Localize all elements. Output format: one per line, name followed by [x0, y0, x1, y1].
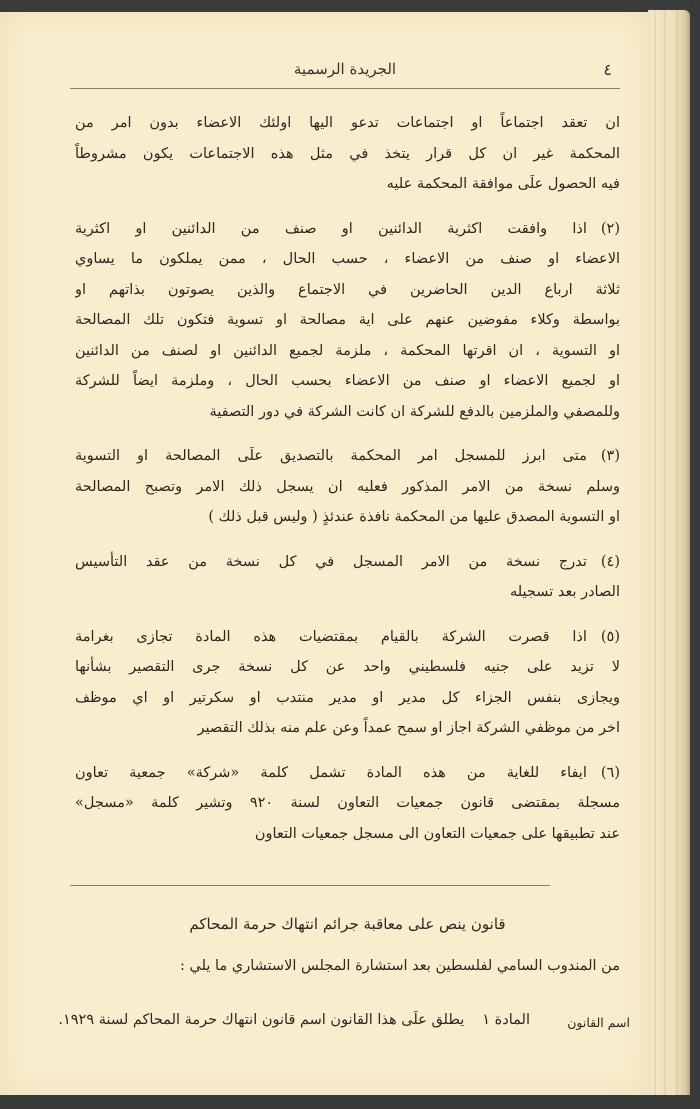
article-label: المادة ١: [482, 1012, 530, 1028]
article-1: [58, 1012, 630, 1036]
text-line: (٢)اذا وافقت اكثرية الدائنين او صنف من الدائنين او اكثرية: [75, 220, 620, 237]
subsection-number: (٦): [600, 764, 620, 781]
subsection-number: (٥): [600, 628, 620, 645]
text-line: ثلاثة ارباع الدين الحاضرين في الاجتماع والذين يصوتون بذاتهم او: [75, 281, 620, 298]
scan-background-top: [0, 0, 700, 12]
running-head: [70, 60, 620, 86]
text-line: ويجازى بنفس الجزاء كل مدير او مدير منتدب او سكرتير او اي موظف: [75, 689, 620, 706]
text-line: لا تزيد على جنيه فلسطيني واحد عن كل نسخة جرى التقصير بشأنها: [75, 659, 620, 675]
text-line: (٤)تدرج نسخة من الامر المسجل في كل نسخة من عقد التأسيس: [75, 553, 620, 570]
section-separator: [70, 885, 550, 886]
paragraph-3: [75, 441, 620, 533]
text-line: اخر من موظفي الشركة اجاز او سمح عمداً وعن علم منه بذلك التقصير: [197, 720, 620, 736]
subsection-number: (٢): [600, 220, 620, 237]
text-line: او لجميع الاعضاء او صنف من الاعضاء بحسب الحال ، وملزمة ايضاً للشركة: [75, 373, 620, 389]
text-line: عند تطبيقها على جمعيات التعاون الى مسجل جمعيات التعاون: [254, 825, 620, 842]
scan-background-right: [690, 0, 700, 1109]
subsection-number: (٣): [600, 448, 620, 464]
article-text: [58, 1012, 530, 1028]
page-number: ٤: [603, 60, 612, 79]
article-body: [75, 108, 620, 863]
law-title: قانون ينص على معاقبة جرائم انتهاك حرمة المحاكم: [189, 915, 506, 933]
text-line: المحكمة غير ان كل قرار يتخذ في مثل هذه الاجتماعات يكون مشروطاً: [75, 145, 620, 162]
subsection-number: (٤): [600, 553, 620, 570]
text-line: (٦)ايفاء للغاية من هذه المادة تشمل كلمة «شركة» جمعية تعاون: [75, 764, 620, 781]
text-line: فيه الحصول علَى موافقة المحكمة عليه: [386, 176, 620, 192]
article-body-text: يطلق علَى هذا القانون اسم قانون انتهاك حرمة المحاكم لسنة ١٩٢٩.: [58, 1012, 465, 1028]
text-line: (٥)اذا قصرت الشركة بالقيام بمقتضيات هذه المادة تجازى بغرامة: [75, 628, 620, 645]
text-line: ان تعقد اجتماعاً او اجتماعات تدعو اليها اولئك الاعضاء بدون امر من: [75, 115, 620, 131]
text-line: وسلم نسخة من الامر المذكور فعليه ان يسجل ذلك الامر وتصبح المصالحة: [75, 478, 620, 495]
gazette-title: الجريدة الرسمية: [293, 60, 397, 78]
margin-note: اسم القانون: [567, 1015, 630, 1030]
text-line: او التسوية ، ان اقرتها المحكمة ، ملزمة لجميع الدائنين او لصنف من الدائنين: [75, 342, 620, 359]
page-stack-edge: [648, 10, 690, 1096]
text-line: مسجلة بمقتضى قانون جمعيات التعاون لسنة ٩٢٠ وتشير كلمة «مسجل»: [75, 795, 620, 811]
paragraph-5: [75, 622, 620, 744]
text-line: وللمصفي والملزمين بالدفع للشركة ان كانت الشركة في دور التصفية: [209, 403, 620, 420]
text-line: او التسوية المصدق عليها من المحكمة نافذة عندئذٍ ( وليس قبل ذلك ): [208, 509, 620, 525]
text-line: (٣)متى ابرز للمسجل امر المحكمة بالتصديق علَى المصالحة او التسوية: [75, 448, 620, 464]
paragraph-2: [75, 214, 620, 428]
paragraph-6: [75, 758, 620, 850]
text-line: الاعضاء او صنف من الاعضاء ، حسب الحال ، ممن يملكون ما يساوي: [75, 251, 620, 267]
paragraph-continuation: [75, 108, 620, 200]
header-rule: [70, 88, 620, 89]
text-line: بواسطة وكلاء مفوضين عنهم على اية مصالحة او تسوية فتكون تلك المصالحة: [75, 312, 620, 328]
scan-background-bottom: [0, 1095, 700, 1109]
paragraph-4: [75, 547, 620, 608]
enacting-clause: من المندوب السامي لفلسطين بعد استشارة المجلس الاستشاري ما يلي :: [180, 958, 620, 974]
text-line: الصادر بعد تسجيله: [509, 584, 620, 600]
